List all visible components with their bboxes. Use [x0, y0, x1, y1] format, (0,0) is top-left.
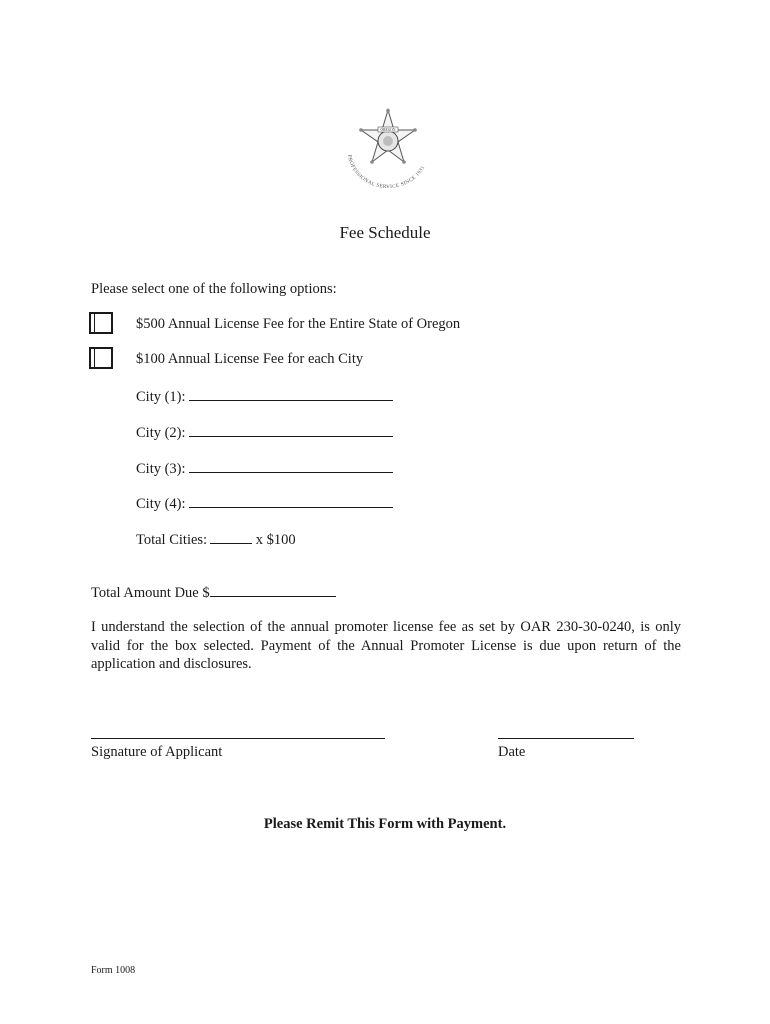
date-line[interactable]: [498, 738, 634, 739]
total-amount-row: [91, 582, 336, 602]
statewide-fee-checkbox[interactable]: [89, 312, 113, 334]
statewide-fee-label: $500 Annual License Fee for the Entire State of Oregon: [136, 316, 461, 332]
total-amount-label: Total Amount Due $: [91, 585, 210, 601]
total-cities-row: [136, 529, 296, 549]
signature-label: Signature of Applicant: [91, 744, 223, 760]
city-2-label: City (2):: [136, 425, 186, 441]
city-4-field[interactable]: [189, 493, 393, 508]
seal-arc-text: PROFESSIONAL SERVICE SINCE 1931: [346, 154, 427, 191]
city-3-label: City (3):: [136, 461, 186, 477]
city-fee-label: $100 Annual License Fee for each City: [136, 351, 364, 367]
star-seal-icon: [336, 108, 440, 192]
total-amount-field[interactable]: [210, 582, 336, 597]
total-cities-multiplier: x $100: [255, 532, 296, 548]
city-4-row: [136, 493, 393, 513]
total-cities-field[interactable]: [210, 529, 252, 544]
signature-line[interactable]: [91, 738, 385, 739]
form-number: Form 1008: [91, 965, 136, 976]
city-4-label: City (4):: [136, 496, 186, 512]
city-1-field[interactable]: [189, 386, 393, 401]
acknowledgement-statement: I understand the selection of the annual promoter license fee as set by OAR 230-30-0240, is only valid for the box selected. Payment of the Annual Promoter License is due upon return of the application and disclosures.: [91, 619, 681, 672]
seal-badge-text: OREGON: [380, 128, 396, 132]
city-fee-checkbox[interactable]: [89, 347, 113, 369]
city-2-row: [136, 422, 393, 442]
instructions-text: Please select one of the following options:: [91, 281, 337, 297]
city-1-row: [136, 386, 393, 406]
city-1-label: City (1):: [136, 389, 186, 405]
total-cities-label: Total Cities:: [136, 532, 208, 548]
city-3-field[interactable]: [189, 458, 393, 473]
svg-text:PROFESSIONAL SERVICE SINCE 193: [346, 154, 426, 190]
city-3-row: [136, 458, 393, 478]
date-label: Date: [498, 744, 526, 760]
remit-note: Please Remit This Form with Payment.: [263, 816, 507, 832]
city-2-field[interactable]: [189, 422, 393, 437]
page-title: Fee Schedule: [339, 223, 431, 242]
